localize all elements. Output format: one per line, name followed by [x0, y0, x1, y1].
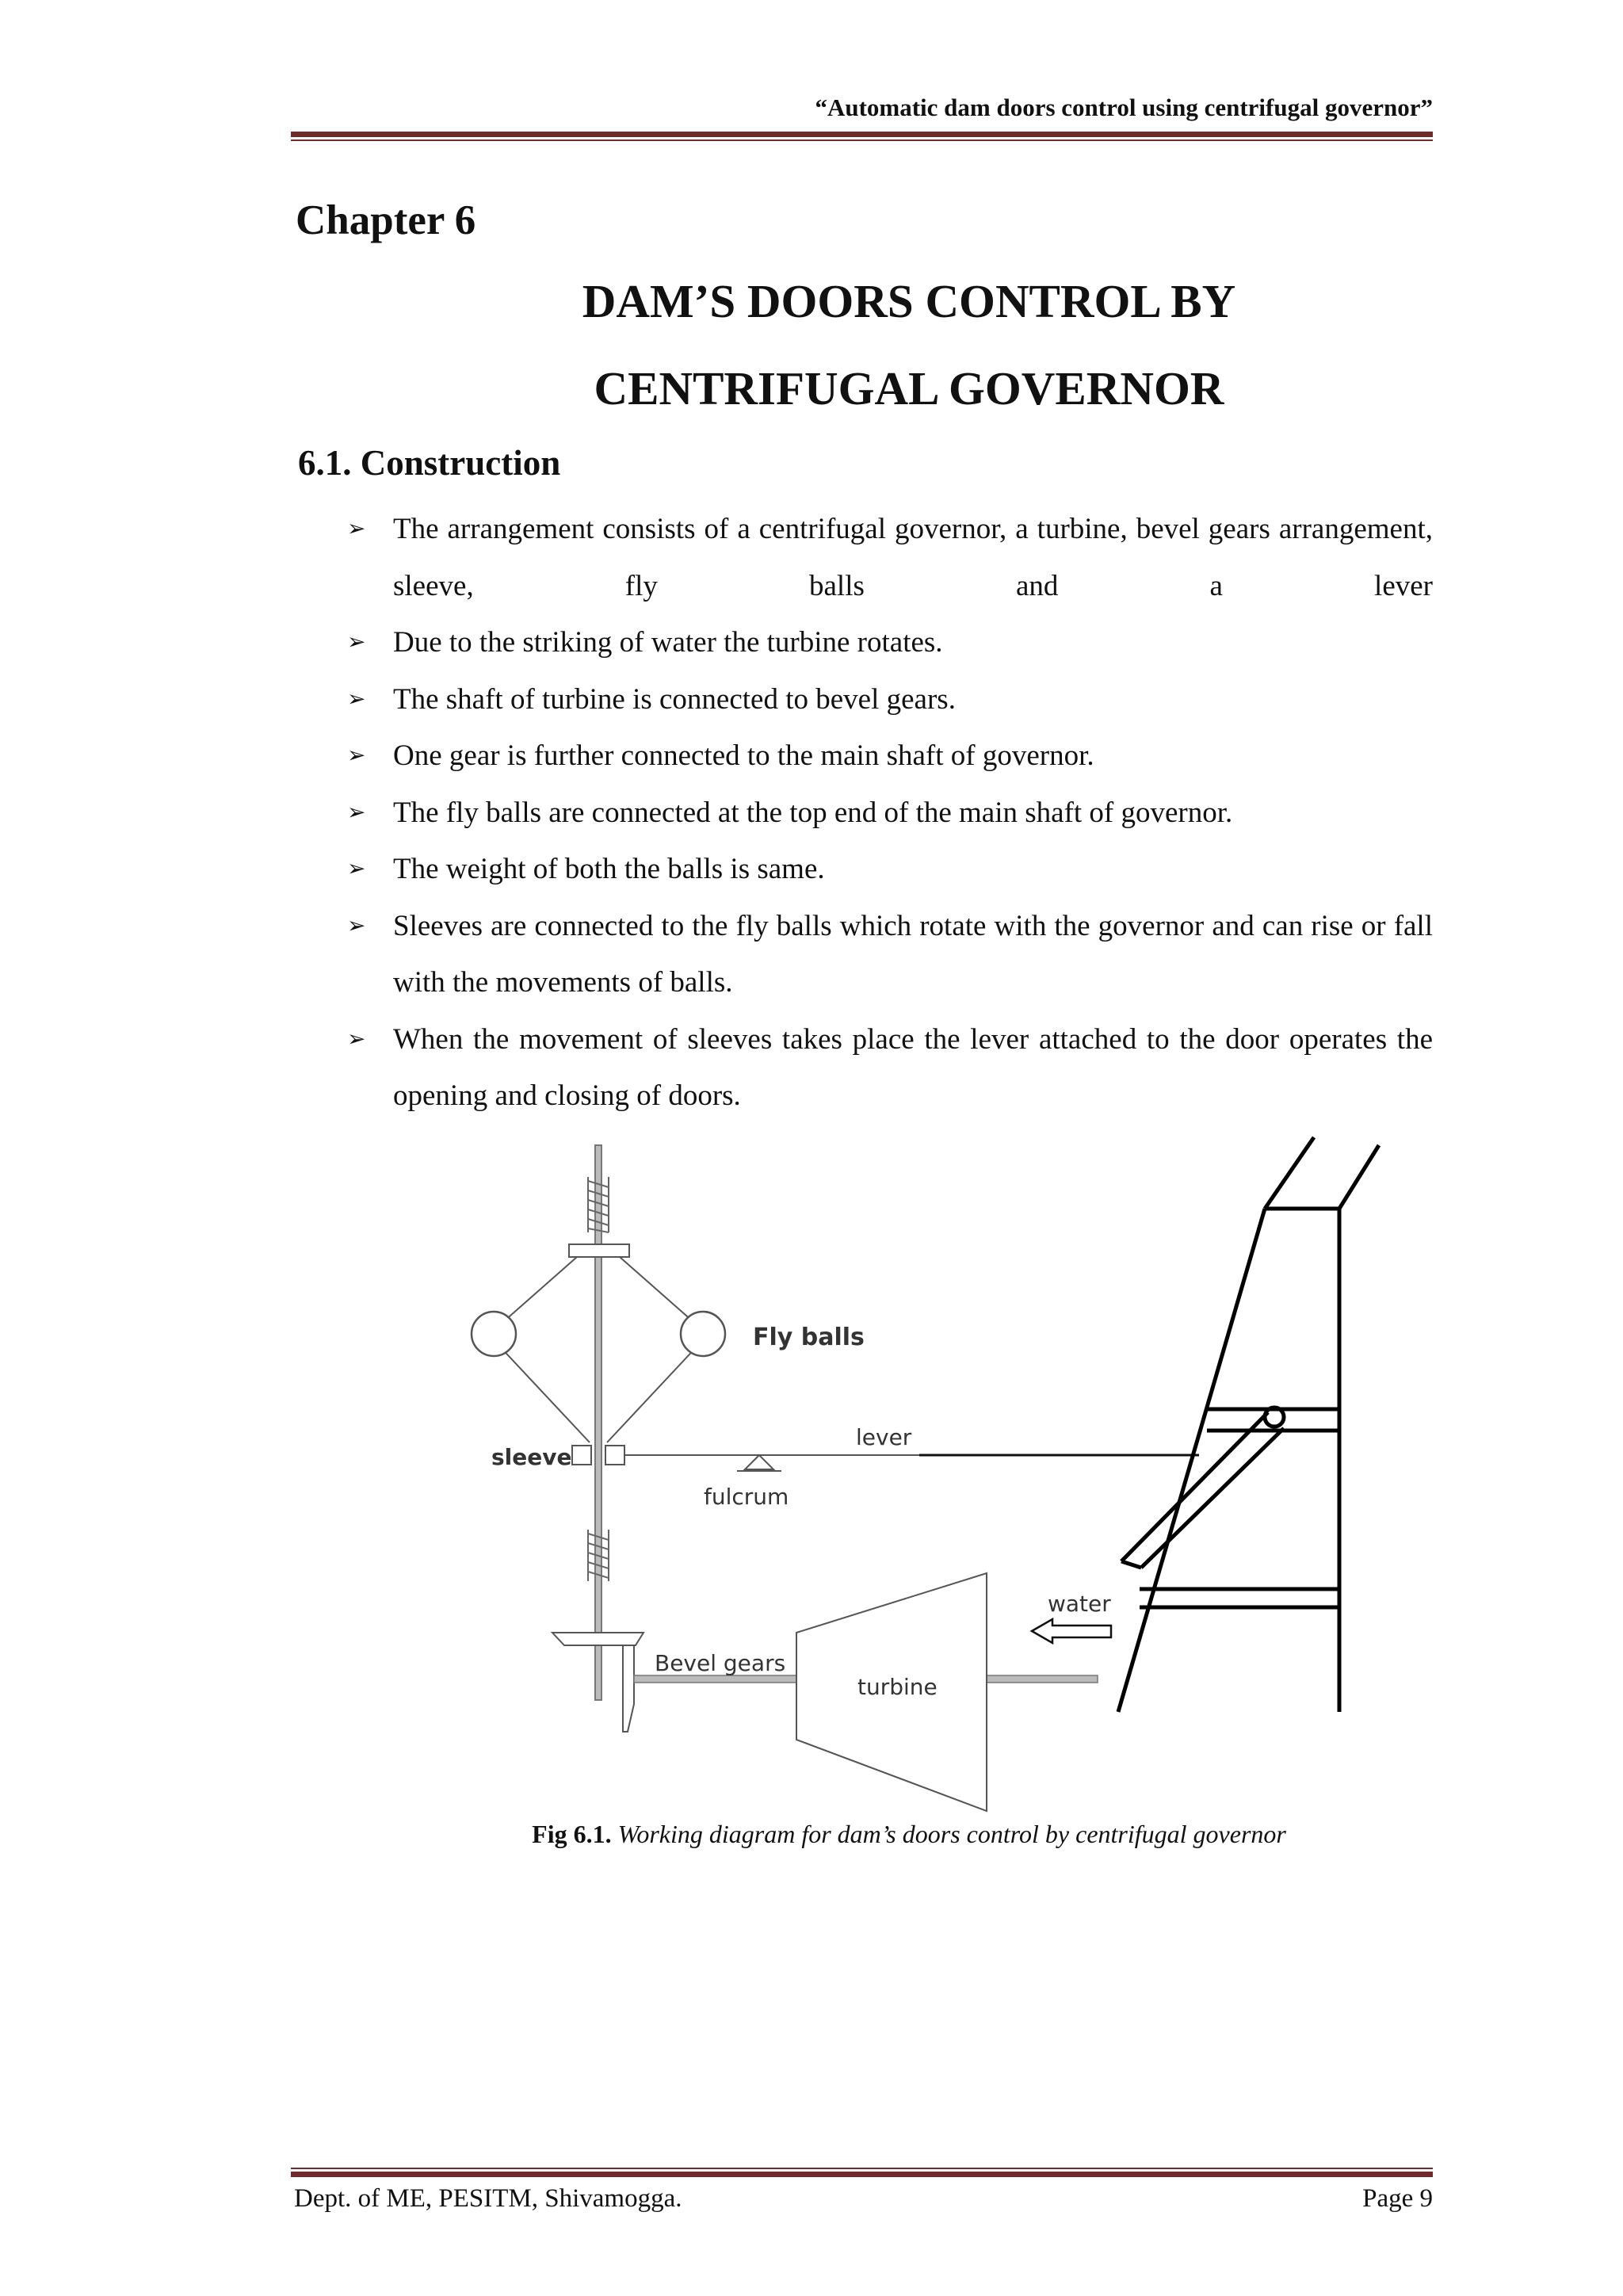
footer-department: Dept. of ME, PESITM, Shivamogga.	[294, 2184, 682, 2213]
figure-caption	[291, 1820, 1527, 1849]
bullet-item	[342, 898, 1433, 1011]
bullet-text: The shaft of turbine is connected to bevel gears.	[393, 682, 956, 716]
figure-caption-text: Working diagram for dam’s doors control by centrifugal governor	[617, 1820, 1286, 1848]
label-fulcrum: fulcrum	[704, 1484, 789, 1510]
footer-rule-thick	[291, 2172, 1433, 2177]
footer-rule-thin	[291, 2168, 1433, 2169]
arrowhead-bullet-icon: ➢	[347, 1026, 366, 1052]
water-flow-arrow-icon	[1032, 1619, 1111, 1643]
running-header-title: “Automatic dam doors control using centrifugal governor”	[815, 94, 1433, 121]
arrowhead-bullet-icon: ➢	[347, 743, 366, 768]
sleeve-right	[605, 1446, 624, 1465]
label-lever: lever	[856, 1424, 912, 1450]
bullet-text: The fly balls are connected at the top end of the main shaft of governor.	[393, 796, 1233, 829]
construction-bullet-list	[342, 501, 1433, 1125]
governor-diagram	[444, 1133, 1419, 1823]
label-water: water	[1048, 1591, 1111, 1617]
governor-assembly	[472, 1145, 725, 1700]
label-bevel-gears: Bevel gears	[655, 1650, 786, 1676]
section-heading: 6.1. Construction	[298, 443, 561, 483]
chapter-label: Chapter 6	[296, 197, 476, 243]
turbine-shaft-left	[634, 1675, 796, 1683]
chapter-title-line-2: CENTRIFUGAL GOVERNOR	[594, 362, 1224, 415]
label-sleeve: sleeve	[491, 1444, 572, 1470]
bullet-item	[342, 785, 1433, 842]
arrowhead-bullet-icon: ➢	[347, 630, 366, 655]
arrowhead-bullet-icon: ➢	[347, 913, 366, 938]
fly-ball-left	[472, 1312, 516, 1356]
dam-structure	[1118, 1137, 1379, 1712]
bullet-text: Due to the striking of water the turbine rotates.	[393, 626, 943, 659]
header-rule-thin	[291, 139, 1433, 141]
bullet-text: Sleeves are connected to the fly balls which rotate with the governor and can rise or fall with the movements of balls.	[393, 909, 1433, 999]
bullet-item	[342, 501, 1433, 614]
bullet-text: When the movement of sleeves takes place the lever attached to the door operates the opening and closing of doors.	[393, 1022, 1433, 1112]
turbine-shaft-right	[987, 1675, 1098, 1683]
label-turbine: turbine	[857, 1674, 938, 1700]
lower-arm-left	[497, 1343, 590, 1442]
arrowhead-bullet-icon: ➢	[347, 800, 366, 825]
fulcrum-triangle	[745, 1455, 773, 1469]
arrowhead-bullet-icon: ➢	[347, 686, 366, 712]
fly-ball-right	[681, 1312, 725, 1356]
bullet-text: One gear is further connected to the main shaft of governor.	[393, 739, 1094, 772]
header-rule-thick	[291, 132, 1433, 137]
figure-caption-number: Fig 6.1.	[532, 1820, 612, 1848]
footer-page-number: Page 9	[1362, 2184, 1433, 2213]
label-fly-balls: Fly balls	[753, 1324, 865, 1351]
lower-arm-right	[607, 1343, 700, 1442]
bullet-text: The weight of both the balls is same.	[393, 853, 825, 885]
bullet-item	[342, 671, 1433, 728]
chapter-title-line-1: DAM’S DOORS CONTROL BY	[582, 275, 1236, 327]
governor-spindle	[595, 1145, 601, 1700]
arrowhead-bullet-icon: ➢	[347, 857, 366, 881]
arrowhead-bullet-icon: ➢	[347, 517, 366, 541]
bullet-item	[342, 1011, 1433, 1125]
bullet-item	[342, 841, 1433, 898]
bullet-item	[342, 728, 1433, 785]
dam-face	[1118, 1209, 1265, 1712]
top-collar	[569, 1244, 629, 1257]
sleeve-left	[572, 1446, 591, 1465]
bullet-text: The arrangement consists of a centrifugal governor, a turbine, bevel gears arrangement, sleeve, fly balls and a lever	[393, 513, 1433, 602]
bullet-item	[342, 614, 1433, 671]
